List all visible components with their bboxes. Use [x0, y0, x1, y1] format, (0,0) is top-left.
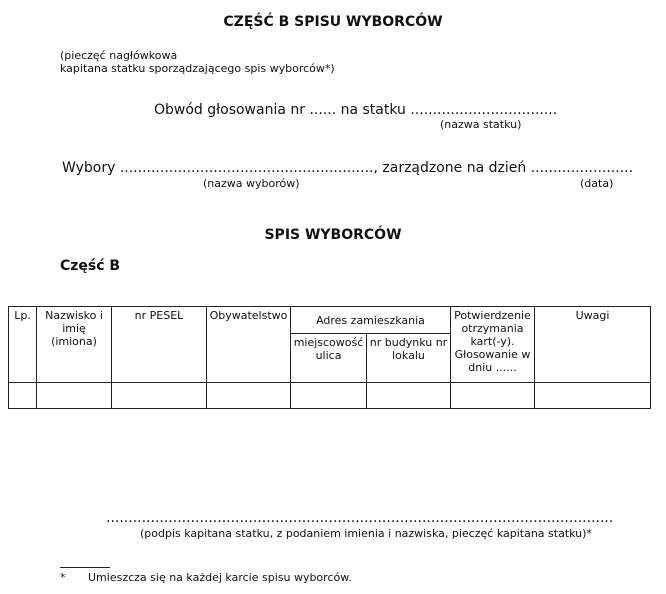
- header-citizenship: Obywatelstwo: [207, 307, 291, 383]
- header-name: Nazwisko i imię (imiona): [37, 307, 112, 383]
- signature-line: ..................................................................................................................: [106, 510, 614, 526]
- footnote-divider: [60, 567, 110, 568]
- header-lp: Lp.: [9, 307, 37, 383]
- voters-table: [8, 306, 651, 409]
- table-cell: [207, 383, 291, 409]
- header-town: miejscowość ulica: [291, 334, 367, 383]
- ship-name-caption: (nazwa statku): [440, 118, 522, 131]
- section-title: SPIS WYBORCÓW: [264, 227, 402, 243]
- election-name-caption: (nazwa wyborów): [203, 177, 300, 190]
- district-line: Obwód głosowania nr ...... na statku .................................: [154, 102, 558, 118]
- header-remarks: Uwagi: [535, 307, 651, 383]
- signature-caption: (podpis kapitana statku, z podaniem imienia i nazwiska, pieczęć kapitana statku)*: [140, 527, 592, 540]
- header-confirmation: Potwierdzenie otrzymania kart(-y). Głosowanie w dniu ......: [451, 307, 535, 383]
- table-cell: [367, 383, 451, 409]
- stamp-caption-line2: kapitana statku sporządzającego spis wyborców*): [60, 62, 335, 75]
- election-line: Wybory ........................................................., zarządzone na dzień .......................: [62, 160, 634, 176]
- footnote-marker: *: [60, 571, 66, 584]
- stamp-caption-line1: (pieczęć nagłówkowa: [60, 49, 178, 62]
- part-label: Część B: [60, 258, 121, 274]
- table-cell: [112, 383, 207, 409]
- header-building: nr budynku nr lokalu: [367, 334, 451, 383]
- table-cell: [451, 383, 535, 409]
- document-title: CZĘŚĆ B SPISU WYBORCÓW: [223, 14, 443, 30]
- table-row: [9, 383, 651, 409]
- header-pesel: nr PESEL: [112, 307, 207, 383]
- date-caption: (data): [580, 177, 614, 190]
- table-cell: [37, 383, 112, 409]
- table-cell: [291, 383, 367, 409]
- table-cell: [535, 383, 651, 409]
- table-cell: [9, 383, 37, 409]
- footnote-text: Umieszcza się na każdej karcie spisu wyborców.: [88, 571, 352, 584]
- header-address: Adres zamieszkania: [291, 307, 451, 334]
